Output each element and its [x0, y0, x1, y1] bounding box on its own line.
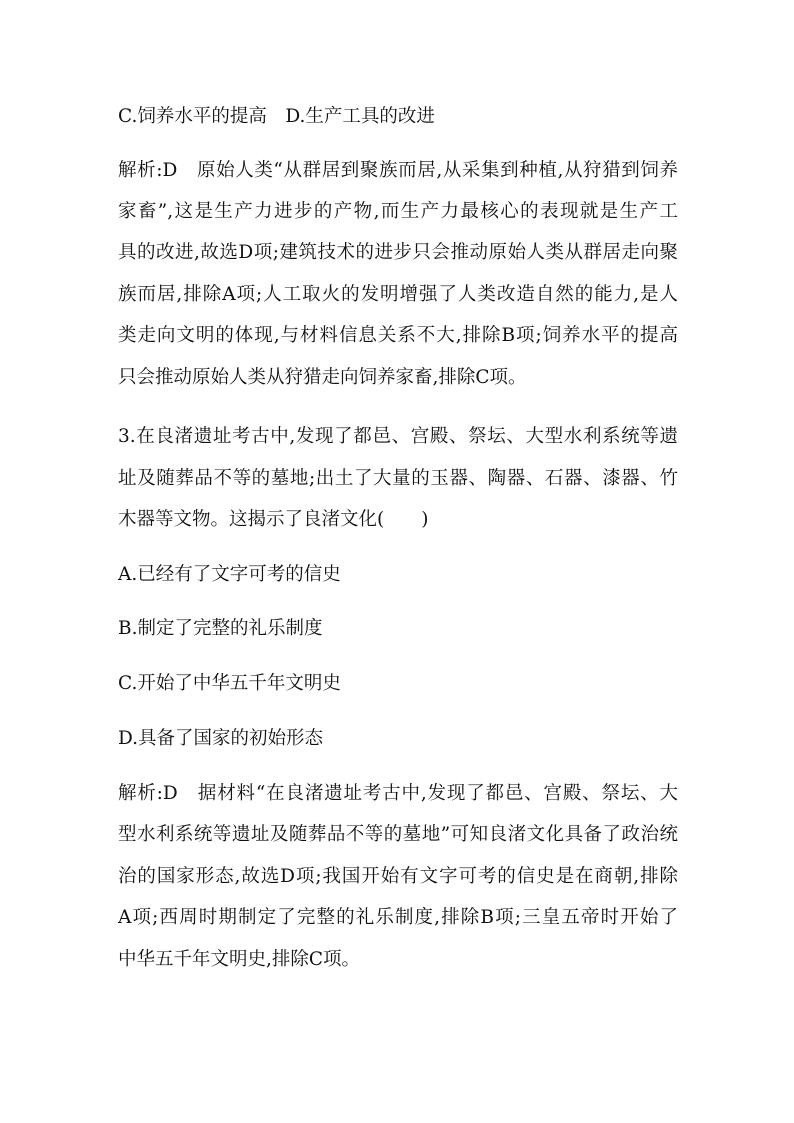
- analysis-3-line: A项;西周时期制定了完整的礼乐制度,排除B项;三皇五帝时开始了: [118, 907, 678, 928]
- option-c: C.开始了中华五千年文明史: [118, 673, 341, 694]
- question-3-stem-line: 木器等文物。这揭示了良渚文化( ): [118, 509, 429, 530]
- option-a: A.已经有了文字可考的信史: [118, 564, 341, 585]
- analysis-2-line: 解析:D 原始人类“从群居到聚族而居,从采集到种植,从狩猎到饲养: [118, 160, 678, 181]
- analysis-2-line: 只会推动原始人类从狩猎走向饲养家畜,排除C项。: [118, 367, 527, 388]
- analysis-3-line: 解析:D 据材料“在良渚遗址考古中,发现了都邑、宫殿、祭坛、大: [118, 783, 678, 804]
- question-3-stem-line: 3.在良渚遗址考古中,发现了都邑、宫殿、祭坛、大型水利系统等遗: [118, 426, 678, 447]
- analysis-2-line: 具的改进,故选D项;建筑技术的进步只会推动原始人类从群居走向聚: [118, 242, 678, 263]
- option-b: B.制定了完整的礼乐制度: [118, 618, 323, 639]
- analysis-2-line: 家畜”,这是生产力进步的产物,而生产力最核心的表现就是生产工: [118, 201, 678, 222]
- prev-options-line: C.饲养水平的提高 D.生产工具的改进: [118, 106, 435, 127]
- analysis-3-line: 型水利系统等遗址及随葬品不等的墓地”可知良渚文化具备了政治统: [118, 824, 678, 845]
- analysis-3-line: 治的国家形态,故选D项;我国开始有文字可考的信史是在商朝,排除: [118, 866, 678, 887]
- analysis-2-line: 族而居,排除A项;人工取火的发明增强了人类改造自然的能力,是人: [118, 284, 678, 305]
- question-3-stem-line: 址及随葬品不等的墓地;出土了大量的玉器、陶器、石器、漆器、竹: [118, 468, 678, 489]
- analysis-3-line: 中华五千年文明史,排除C项。: [118, 949, 361, 970]
- analysis-2-line: 类走向文明的体现,与材料信息关系不大,排除B项;饲养水平的提高: [118, 325, 678, 346]
- option-d: D.具备了国家的初始形态: [118, 728, 324, 749]
